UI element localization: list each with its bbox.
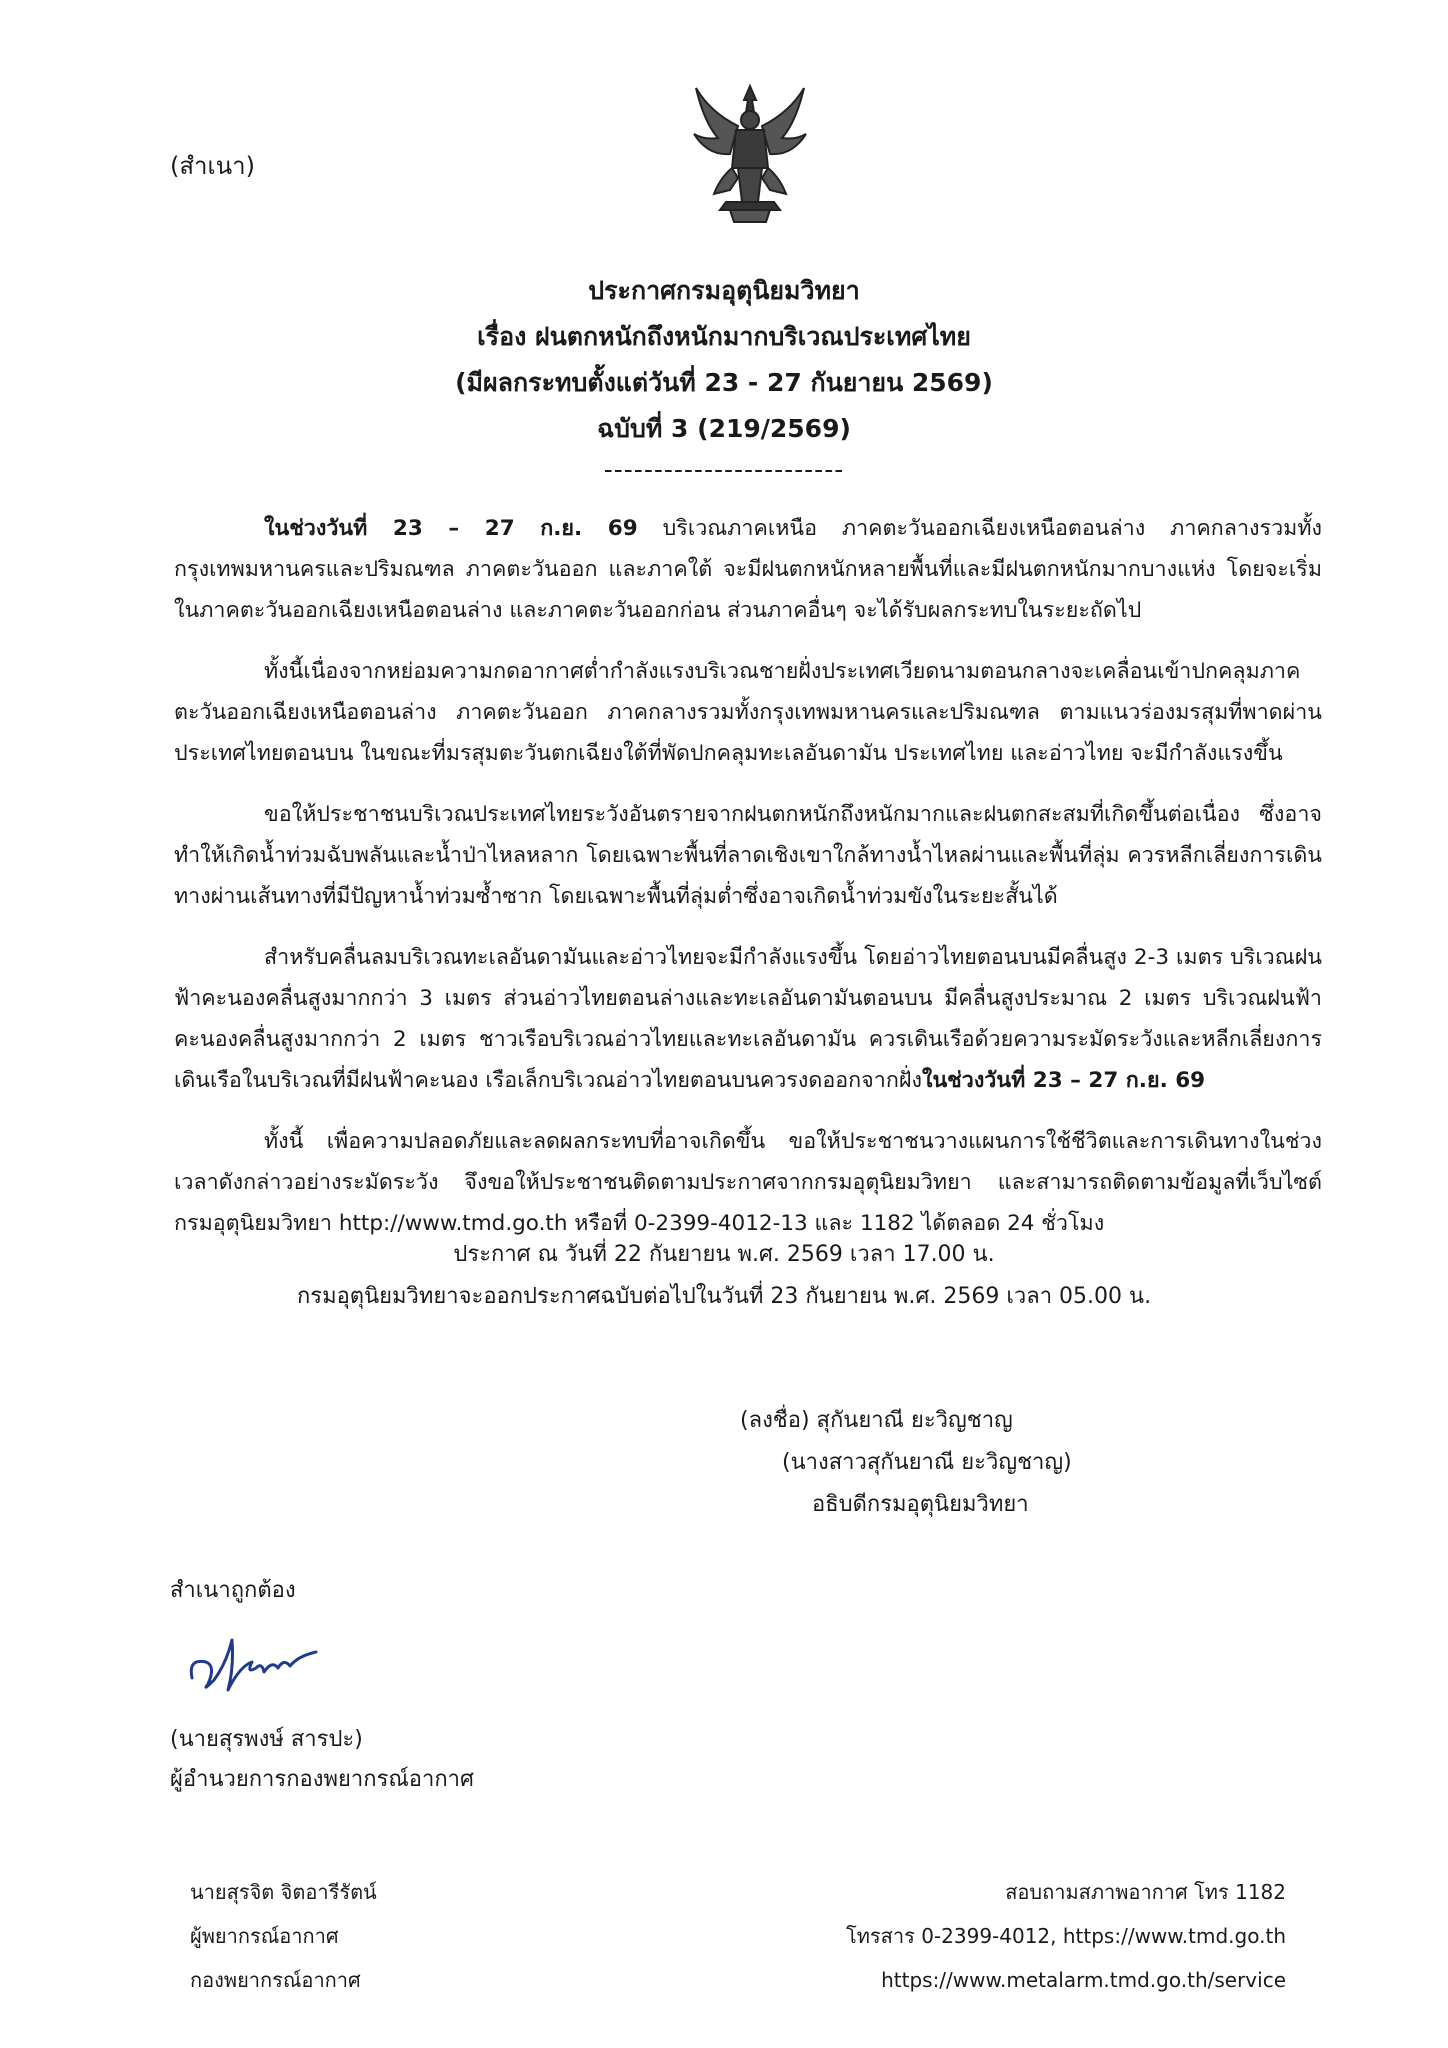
certified-copy-label: สำเนาถูกต้อง	[170, 1578, 296, 1603]
signatory-signed: (ลงชื่อ) สุกันยาณี ยะวิญชาญ	[740, 1408, 1013, 1433]
signatory-position: อธิบดีกรมอุตุนิยมวิทยา	[812, 1492, 1029, 1517]
contact-inquiry: สอบถามสภาพอากาศ โทร 1182	[1005, 1880, 1286, 1904]
footer-contact	[846, 1870, 1286, 2002]
contact-fax: โทรสาร 0-2399-4012, https://www.tmd.go.th	[846, 1924, 1286, 1948]
signatory-full-name: (นางสาวสุกันยาณี ยะวิญชาญ)	[782, 1450, 1072, 1475]
certifier-name: (นายสุรพงษ์ สารปะ)	[170, 1727, 363, 1752]
footer-forecaster	[190, 1870, 377, 2002]
certifier-position: ผู้อำนวยการกองพยากรณ์อากาศ	[170, 1767, 475, 1792]
announcement-title: ประกาศกรมอุตุนิยมวิทยา	[588, 276, 860, 305]
forecaster-role: ผู้พยากรณ์อากาศ	[190, 1924, 339, 1948]
paragraph-affected-areas-text: บริเวณภาคเหนือ ภาคตะวันออกเฉียงเหนือตอนล่าง ภาคกลางรวมทั้งกรุงเทพมหานครและปริมณฑล ภาคตะวันออก และภาคใต้ จะมีฝนตกหนักหลายพื้นที่และมีฝนตกหนักมากบางแห่ง โดยจะเริ่มในภาคตะวันออกเฉียงเหนือตอนล่าง และภาคตะวันออกก่อน ส่วนภาคอื่นๆ จะได้รับผลกระทบในระยะถัดไป	[174, 516, 1323, 623]
garuda-emblem-icon	[690, 82, 810, 230]
announcement-header	[0, 268, 1448, 488]
header-separator: ------------------------	[603, 455, 845, 484]
paragraph-warning: ขอให้ประชาชนบริเวณประเทศไทยระวังอันตรายจากฝนตกหนักถึงหนักมากและฝนตกสะสมที่เกิดขึ้นต่อเนื่อง ซึ่งอาจทำให้เกิดน้ำท่วมฉับพลันและน้ำป่าไหลหลาก โดยเฉพาะพื้นที่ลาดเชิงเขาใกล้ทางน้ำไหลผ่านและพื้นที่ลุ่ม ควรหลีกเลี่ยงการเดินทางผ่านเส้นทางที่มีปัญหาน้ำท่วมซ้ำซาก โดยเฉพาะพื้นที่ลุ่มต่ำซึ่งอาจเกิดน้ำท่วมขังในระยะสั้นได้	[174, 802, 1322, 909]
announced-date: ประกาศ ณ วันที่ 22 กันยายน พ.ศ. 2569 เวลา 17.00 น.	[453, 1242, 995, 1267]
paragraph-marine-text: สำหรับคลื่นลมบริเวณทะเลอันดามันและอ่าวไทยจะมีกำลังแรงขึ้น โดยอ่าวไทยตอนบนมีคลื่นสูง 2-3 เมตร บริเวณฝนฟ้าคะนองคลื่นสูงมากกว่า 3 เมตร ส่วนอ่าวไทยตอนล่างและทะเลอันดามันตอนบน มีคลื่นสูงประมาณ 2 เมตร บริเวณฝนฟ้าคะนองคลื่นสูงมากกว่า 2 เมตร ชาวเรือบริเวณอ่าวไทยและทะเลอันดามัน ควรเดินเรือด้วยความระมัดระวังและหลีกเลี่ยงการเดินเรือในบริเวณที่มีฝนฟ้าคะนอง เรือเล็กบริเวณอ่าวไทยตอนบนควรงดออกจากฝั่ง	[174, 945, 1322, 1093]
paragraph-affected-areas	[174, 508, 1322, 631]
forecaster-name: นายสุรจิต จิตอารีรัตน์	[190, 1880, 377, 1904]
issue-info	[0, 1234, 1448, 1318]
contact-service-url: https://www.metalarm.tmd.go.th/service	[881, 1968, 1286, 1992]
paragraph-marine	[174, 937, 1322, 1101]
certifier-block	[170, 1720, 474, 1800]
handwritten-signature-icon	[186, 1628, 326, 1698]
announcement-body	[174, 508, 1322, 1264]
paragraph-affected-areas-bold: ในช่วงวันที่ 23 – 27 ก.ย. 69	[264, 516, 638, 541]
announcement-effective-period: (มีผลกระทบตั้งแต่วันที่ 23 - 27 กันยายน 2569)	[455, 368, 993, 397]
paragraph-advice: ทั้งนี้ เพื่อความปลอดภัยและลดผลกระทบที่อาจเกิดขึ้น ขอให้ประชาชนวางแผนการใช้ชีวิตและการเดินทางในช่วงเวลาดังกล่าวอย่างระมัดระวัง จึงขอให้ประชาชนติดตามประกาศจากกรมอุตุนิยมวิทยา และสามารถติดตามข้อมูลที่เว็บไซต์กรมอุตุนิยมวิทยา http://www.tmd.go.th หรือที่ 0-2399-4012-13 และ 1182 ได้ตลอด 24 ชั่วโมง	[174, 1129, 1322, 1236]
announcement-issue-number: ฉบับที่ 3 (219/2569)	[597, 414, 851, 443]
signatory-block	[740, 1400, 1072, 1526]
forecaster-division: กองพยากรณ์อากาศ	[190, 1968, 361, 1992]
copy-mark: (สำเนา)	[170, 152, 255, 180]
paragraph-cause: ทั้งนี้เนื่องจากหย่อมความกดอากาศต่ำกำลังแรงบริเวณชายฝั่งประเทศเวียดนามตอนกลางจะเคลื่อนเข้าปกคลุมภาคตะวันออกเฉียงเหนือตอนล่าง ภาคตะวันออก ภาคกลางรวมทั้งกรุงเทพมหานครและปริมณฑล ตามแนวร่องมรสุมที่พาดผ่านประเทศไทยตอนบน ในขณะที่มรสุมตะวันตกเฉียงใต้ที่พัดปกคลุมทะเลอันดามัน ประเทศไทย และอ่าวไทย จะมีกำลังแรงขึ้น	[174, 659, 1322, 766]
paragraph-marine-bold: ในช่วงวันที่ 23 – 27 ก.ย. 69	[921, 1068, 1206, 1093]
announcement-subject: เรื่อง ฝนตกหนักถึงหนักมากบริเวณประเทศไทย	[477, 322, 971, 351]
next-issue-date: กรมอุตุนิยมวิทยาจะออกประกาศฉบับต่อไปในวันที่ 23 กันยายน พ.ศ. 2569 เวลา 05.00 น.	[296, 1284, 1152, 1309]
